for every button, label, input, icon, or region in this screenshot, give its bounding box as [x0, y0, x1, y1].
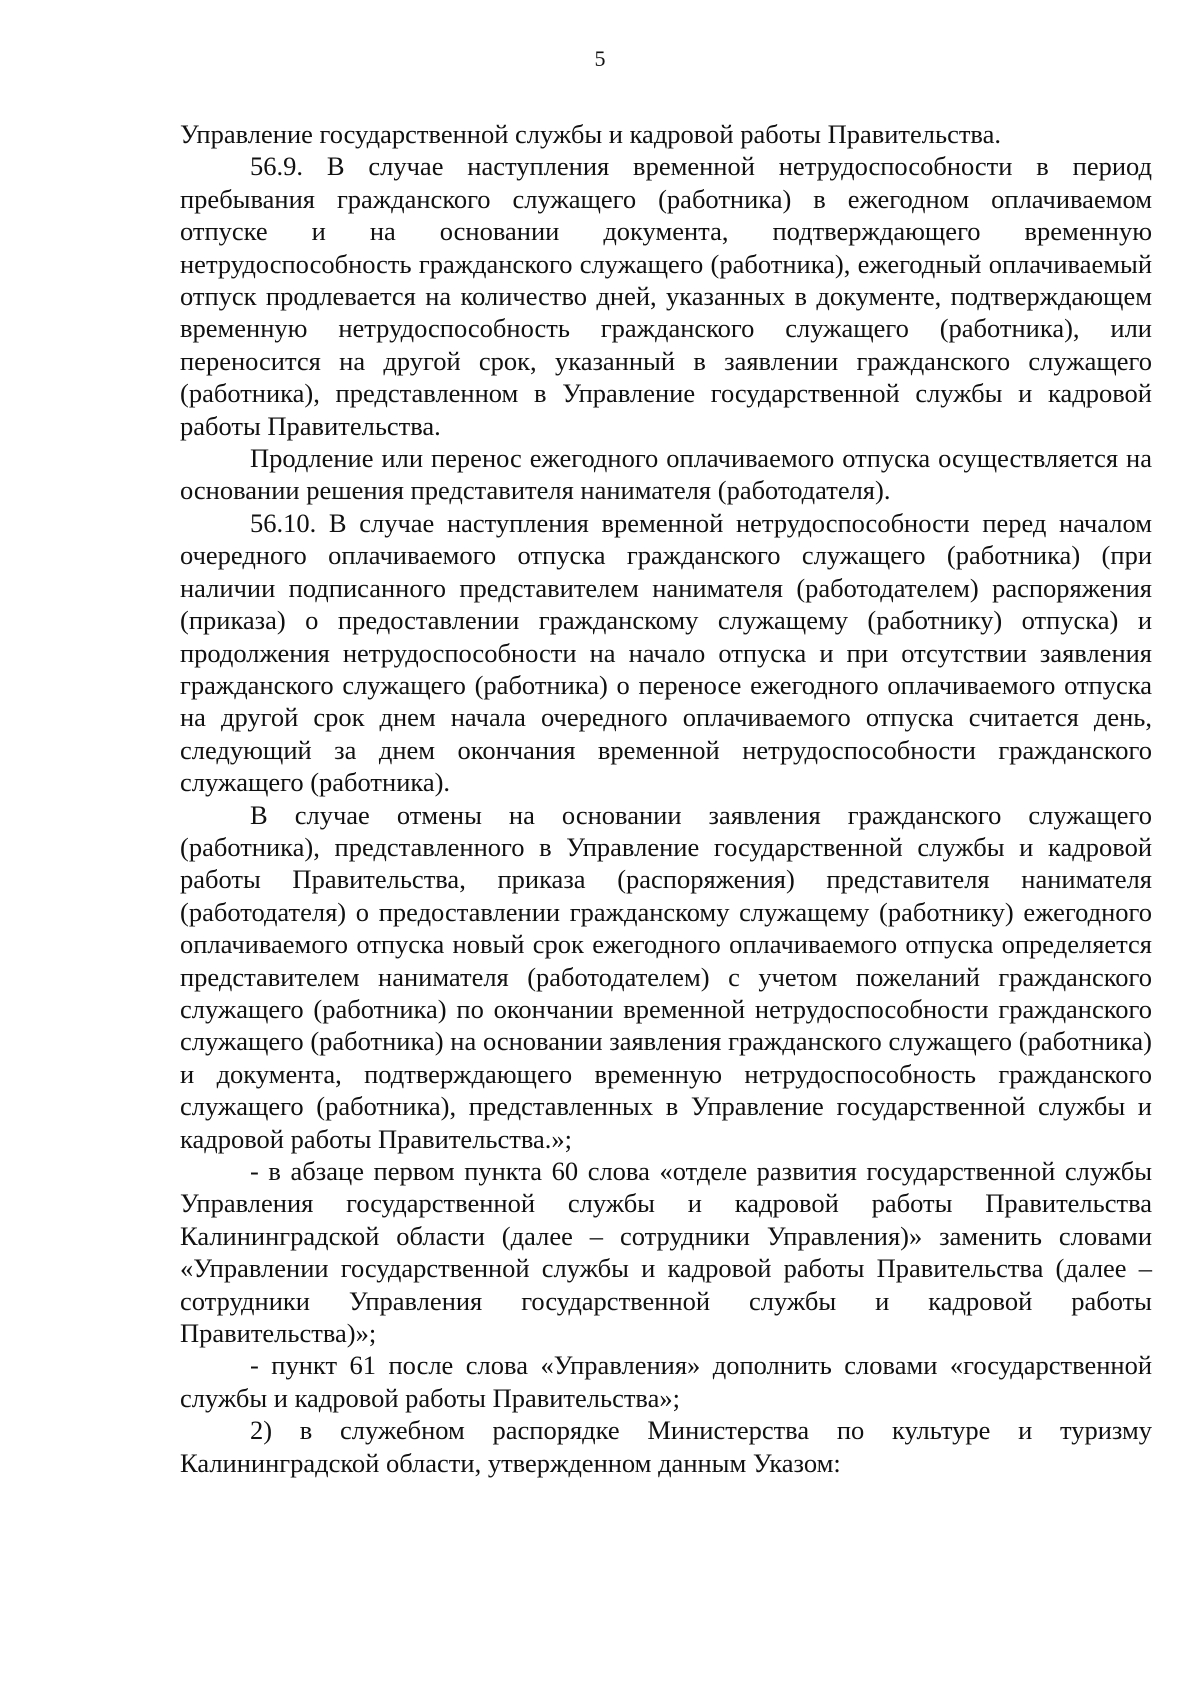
paragraph-continuation: Управление государственной службы и кадровой работы Правительства. [180, 119, 1001, 149]
paragraph-cancellation: В случае отмены на основании заявления гражданского служащего (работника), представленного в Управление государственной службы и кадровой работы Правительства, приказа (распоряжения) представителя нанимателя (работодателя) о предоставлении гражданскому служащему (работнику) ежегодного оплачиваемого отпуска новый срок ежегодного оплачиваемого отпуска определяется представителем нанимателя (работодателем) с учетом пожеланий гражданского служащего (работника) по окончании временной нетрудоспособности гражданского служащего (работника) на основании заявления гражданского служащего (работника) и документа, подтверждающего временную нетрудоспособность гражданского служащего (работника), представленных в Управление государственной службы и кадровой работы Правительства.»; [180, 799, 1152, 1154]
document-body [180, 118, 1152, 1479]
paragraph-56-10: 56.10. В случае наступления временной нетрудоспособности перед началом очередного оплачиваемого отпуска гражданского служащего (работника) (при наличии подписанного представителем нанимателя (работодателем) распоряжения (приказа) о предоставлении гражданскому служащему (работнику) отпуска) и продолжения нетрудоспособности на начало отпуска и при отсутствии заявления гражданского служащего (работника) о переносе ежегодного оплачиваемого отпуска на другой срок днем начала очередного оплачиваемого отпуска считается день, следующий за днем окончания временной нетрудоспособности гражданского служащего (работника). [180, 507, 1152, 798]
paragraph-56-9: 56.9. В случае наступления временной нетрудоспособности в период пребывания гражданского служащего (работника) в ежегодном оплачиваемом отпуске и на основании документа, подтверждающего временную нетрудоспособность гражданского служащего (работника), ежегодный оплачиваемый отпуск продлевается на количество дней, указанных в документе, подтверждающем временную нетрудоспособность гражданского служащего (работника), или переносится на другой срок, указанный в заявлении гражданского служащего (работника), представленном в Управление государственной службы и кадровой работы Правительства. [180, 151, 1152, 441]
paragraph-item-61: - пункт 61 после слова «Управления» дополнить словами «государственной службы и кадровой работы Правительства»; [180, 1350, 1152, 1413]
paragraph-point-2: 2) в служебном распорядке Министерства по культуре и туризму Калининградской области, утвержденном данным Указом: [180, 1415, 1152, 1478]
page-number: 5 [594, 46, 606, 71]
paragraph-item-60: - в абзаце первом пункта 60 слова «отделе развития государственной службы Управления государственной службы и кадровой работы Правительства Калининградской области (далее – сотрудники Управления)» заменить словами «Управлении государственной службы и кадровой работы Правительства (далее – сотрудники Управления государственной службы и кадровой работы Правительства)»; [180, 1156, 1152, 1349]
paragraph-extension: Продление или перенос ежегодного оплачиваемого отпуска осуществляется на основании решения представителя нанимателя (работодателя). [180, 443, 1152, 506]
